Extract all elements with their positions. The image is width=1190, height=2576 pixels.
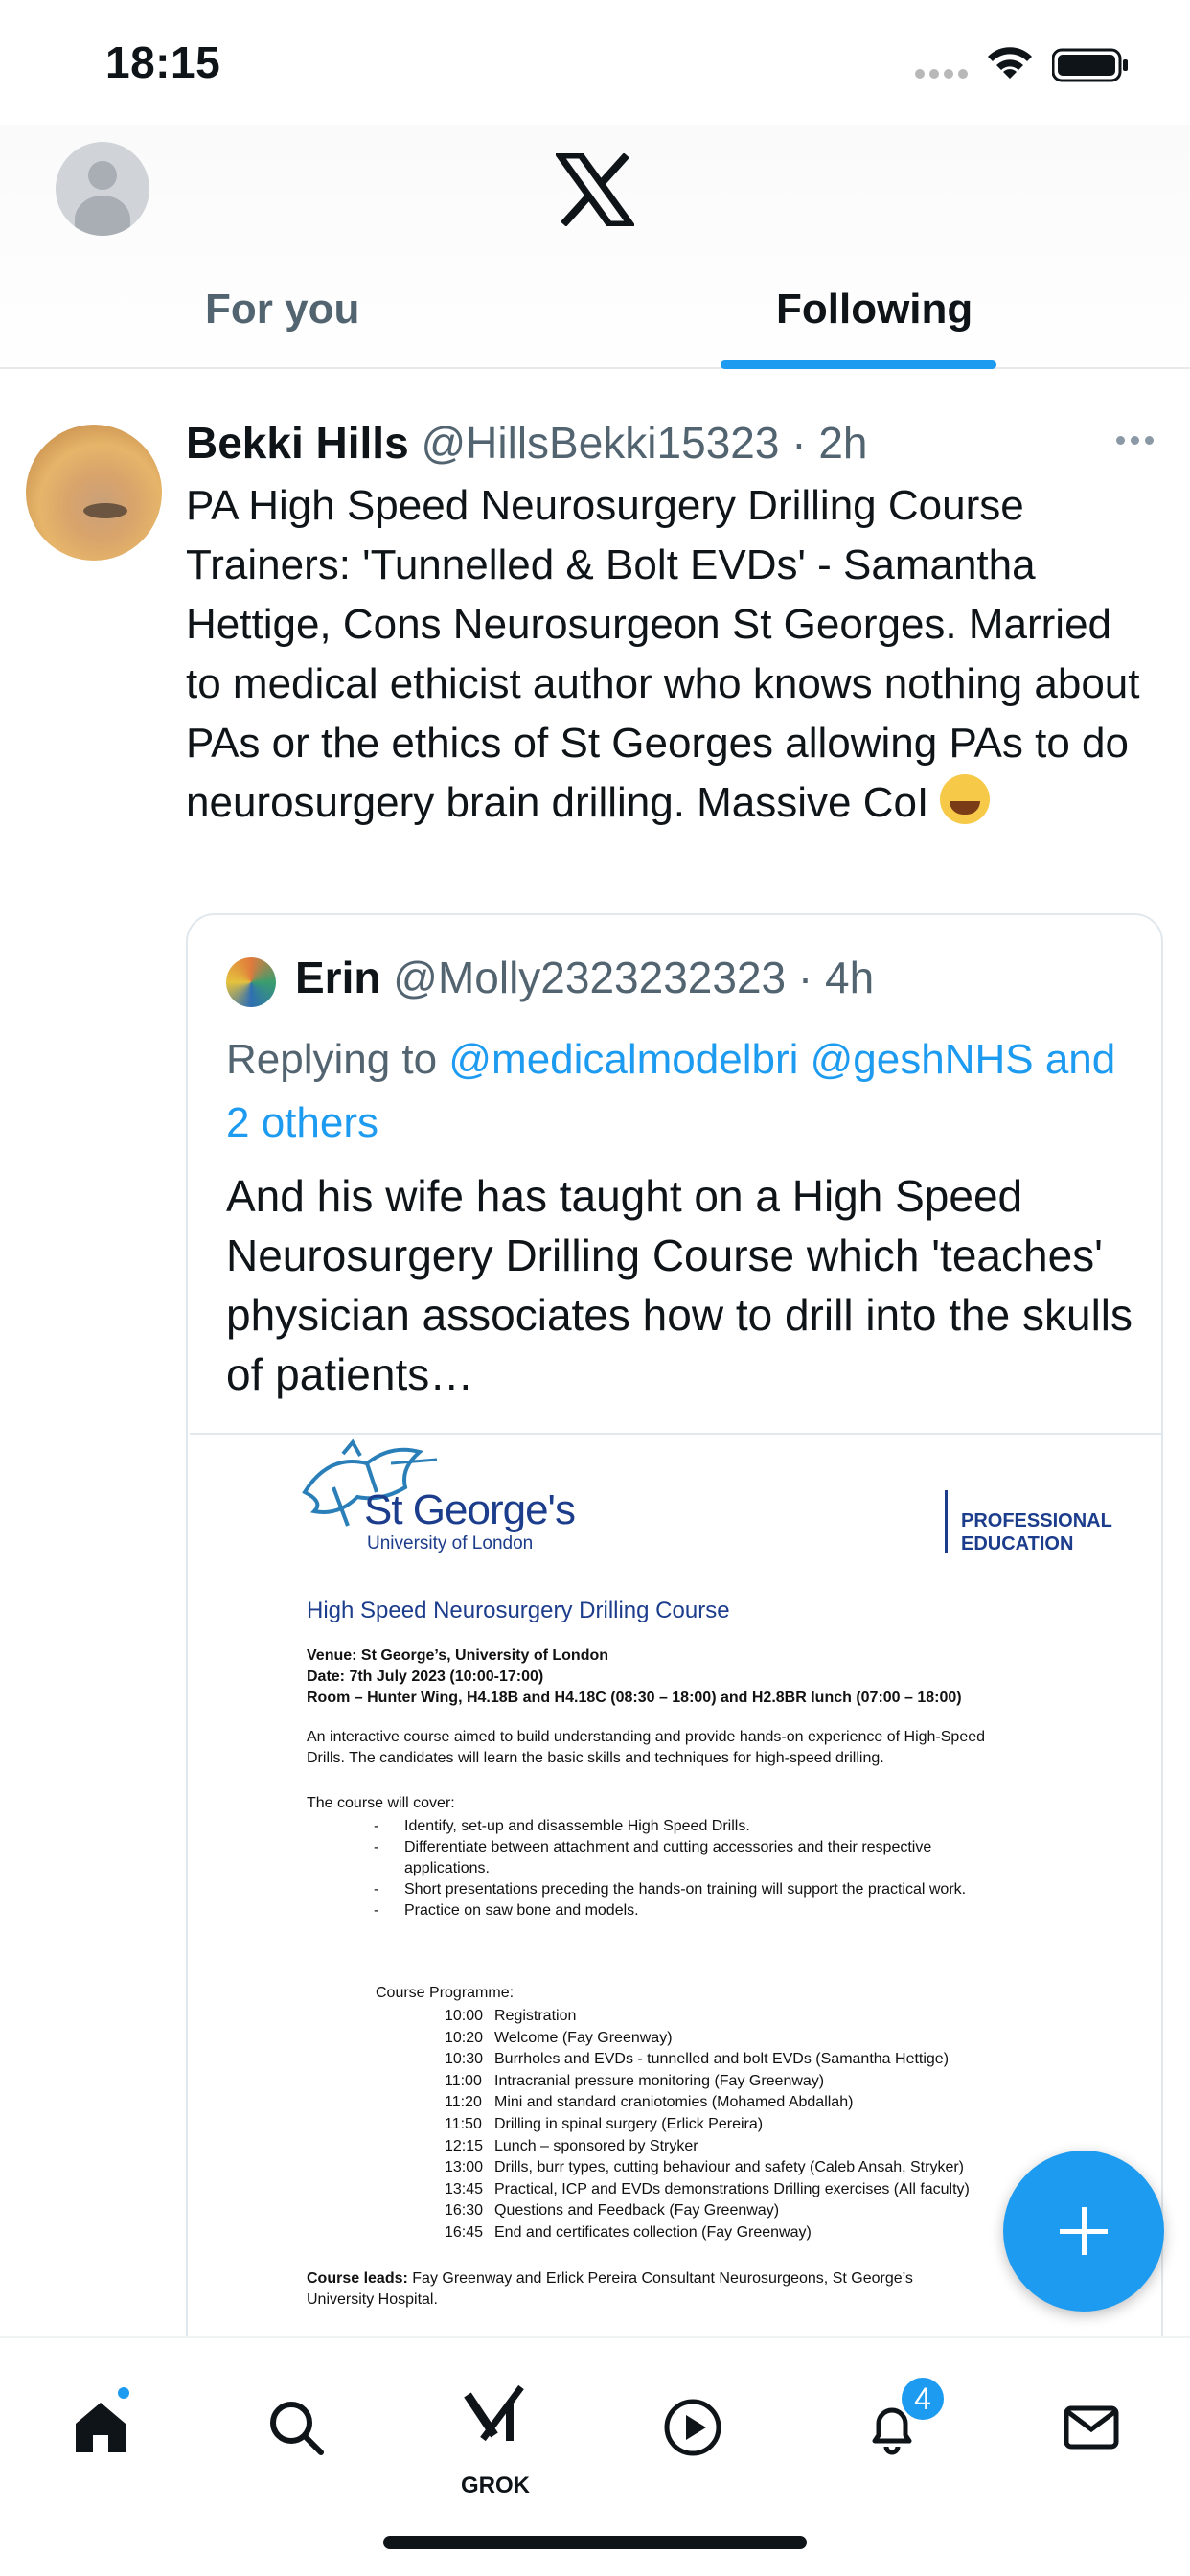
programme-row [445, 2136, 1154, 2158]
notification-badge: 4 [899, 2375, 947, 2423]
document-leads [307, 2268, 977, 2311]
timeline-tabs [0, 268, 1190, 369]
document-divider [945, 1490, 948, 1553]
programme-item: End and certificates collection (Fay Greenway) [494, 2223, 812, 2241]
programme-time: 11:50 [445, 2115, 482, 2132]
status-bar [0, 0, 1190, 125]
play-icon [662, 2397, 723, 2458]
document-leads-text: Fay Greenway and Erlick Pereira Consultant Neurosurgeons, St George’s University Hospital. [307, 2270, 913, 2308]
document-programme-heading: Course Programme: [376, 1985, 515, 2001]
programme-item: Welcome (Fay Greenway) [494, 2029, 673, 2046]
list-item: - Short presentations preceding the hands-on training will support the practical work. [374, 1879, 968, 1900]
nav-home[interactable] [48, 2375, 153, 2480]
tweet-author-name[interactable]: Bekki Hills [186, 418, 409, 468]
document-date: Date: 7th July 2023 (10:00-17:00) [307, 1668, 544, 1685]
x-logo-icon [556, 153, 634, 226]
nav-video[interactable] [640, 2375, 745, 2480]
programme-item: Registration [494, 2008, 577, 2024]
programme-item: Drilling in spinal surgery (Erlick Pereira) [494, 2115, 764, 2132]
programme-time: 13:00 [445, 2159, 484, 2176]
document-intro: An interactive course aimed to build understanding and provide hands-on experience of High-Speed Drills. The candidates will learn the basic skills and techniques for high-speed drilling. [307, 1729, 986, 1766]
programme-row [445, 2092, 1154, 2114]
quoted-author-meta: @Molly2323232323 · 4h [393, 953, 875, 1002]
programme-time: 16:30 [445, 2202, 484, 2220]
mail-icon [1061, 2397, 1122, 2458]
programme-item: Burrholes and EVDs - tunnelled and bolt EVDs (Samantha Hettige) [494, 2051, 950, 2068]
wifi-icon [985, 44, 1035, 82]
top-header [0, 125, 1190, 383]
profile-avatar[interactable] [56, 142, 149, 236]
nav-grok[interactable] [443, 2375, 548, 2498]
tweet-text [186, 476, 1144, 833]
more-options-icon[interactable] [1116, 436, 1154, 445]
quoted-author-name: Erin [295, 953, 381, 1002]
list-item: - Differentiate between attachment and cutting accessories and their respective applications. [374, 1837, 968, 1879]
status-time: 18:15 [105, 37, 221, 87]
programme-row [445, 2071, 1154, 2093]
tab-for-you[interactable]: For you [205, 286, 360, 333]
replying-to [226, 1028, 1146, 1155]
document-venue-block [307, 1645, 1150, 1709]
programme-item: Intracranial pressure monitoring (Fay Greenway) [494, 2072, 825, 2089]
list-item: - Practice on saw bone and models. [374, 1900, 968, 1921]
tweet-header [186, 417, 868, 469]
programme-time: 16:45 [445, 2223, 484, 2241]
replying-to-prefix: Replying to [226, 1036, 438, 1083]
tab-following[interactable]: Following [776, 286, 973, 333]
quoted-author-avatar [226, 957, 276, 1007]
home-icon [70, 2397, 131, 2458]
document-org: St George's [364, 1486, 575, 1533]
programme-row [445, 2049, 1154, 2071]
replying-to-mentions[interactable]: @medicalmodelbri @geshNHS and 2 others [226, 1036, 1116, 1146]
tweet-body: PA High Speed Neurosurgery Drilling Course Trainers: 'Tunnelled & Bolt EVDs' - Samantha Hettige, Cons Neurosurgeon St Georges. Married to medical ethicist author who knows nothing about PAs or the ethics of St Georges allowing PAs to do neurosurgery brain drilling. Massive CoI [186, 482, 1140, 826]
quoted-tweet-header [295, 952, 874, 1003]
programme-row [445, 2114, 1154, 2136]
document-room: Room – Hunter Wing, H4.18B and H4.18C (08:30 – 18:00) and H2.8BR lunch (07:00 – 18:00) [307, 1690, 962, 1706]
active-tab-indicator [721, 360, 996, 369]
programme-time: 10:20 [445, 2029, 484, 2046]
programme-time: 10:00 [445, 2008, 484, 2024]
home-unread-dot [115, 2384, 132, 2402]
programme-row [445, 2006, 1154, 2028]
programme-time: 12:15 [445, 2137, 484, 2154]
document-dept: PROFESSIONAL EDUCATION [961, 1510, 1112, 1554]
nav-messages[interactable] [1039, 2375, 1144, 2480]
programme-item: Mini and standard craniotomies (Mohamed Abdallah) [494, 2094, 854, 2111]
document-title: High Speed Neurosurgery Drilling Course [307, 1598, 730, 1623]
quoted-tweet-text: And his wife has taught on a High Speed Neurosurgery Drilling Course which 'teaches' physician associates how to drill into the skulls of patients… [226, 1171, 1133, 1399]
grok-icon [462, 2381, 529, 2449]
programme-time: 10:30 [445, 2051, 484, 2068]
tweet-author-avatar[interactable] [26, 425, 162, 561]
nav-notifications[interactable] [839, 2375, 945, 2480]
grok-label: GROK [461, 2472, 530, 2498]
programme-item: Drills, burr types, cutting behaviour and safety (Caleb Ansah, Stryker) [494, 2159, 964, 2176]
battery-icon [1052, 48, 1129, 82]
document-cover-list [374, 1816, 968, 1921]
document-cover-heading: The course will cover: [307, 1795, 455, 1811]
quoted-tweet[interactable] [186, 913, 1163, 2576]
programme-item: Questions and Feedback (Fay Greenway) [494, 2202, 780, 2220]
programme-item: Lunch – sponsored by Stryker [494, 2137, 698, 2154]
home-indicator[interactable] [383, 2536, 807, 2549]
programme-time: 13:45 [445, 2180, 484, 2197]
compose-button[interactable] [1003, 2150, 1164, 2312]
programme-time: 11:00 [445, 2072, 482, 2089]
document-leads-label: Course leads: [307, 2270, 408, 2287]
nav-search[interactable] [243, 2375, 349, 2480]
search-icon [265, 2397, 327, 2458]
programme-row [445, 2028, 1154, 2050]
tweet-author-meta: @HillsBekki15323 · 2h [421, 418, 868, 468]
joy-emoji-icon [940, 774, 990, 824]
programme-time: 11:20 [445, 2094, 482, 2111]
list-item: - Identify, set-up and disassemble High Speed Drills. [374, 1816, 968, 1837]
cellular-icon [915, 69, 968, 79]
document-org-sub: University of London [367, 1533, 534, 1553]
programme-item: Practical, ICP and EVDs demonstrations Drilling exercises (All faculty) [494, 2180, 970, 2197]
document-venue: Venue: St George’s, University of London [307, 1647, 609, 1664]
